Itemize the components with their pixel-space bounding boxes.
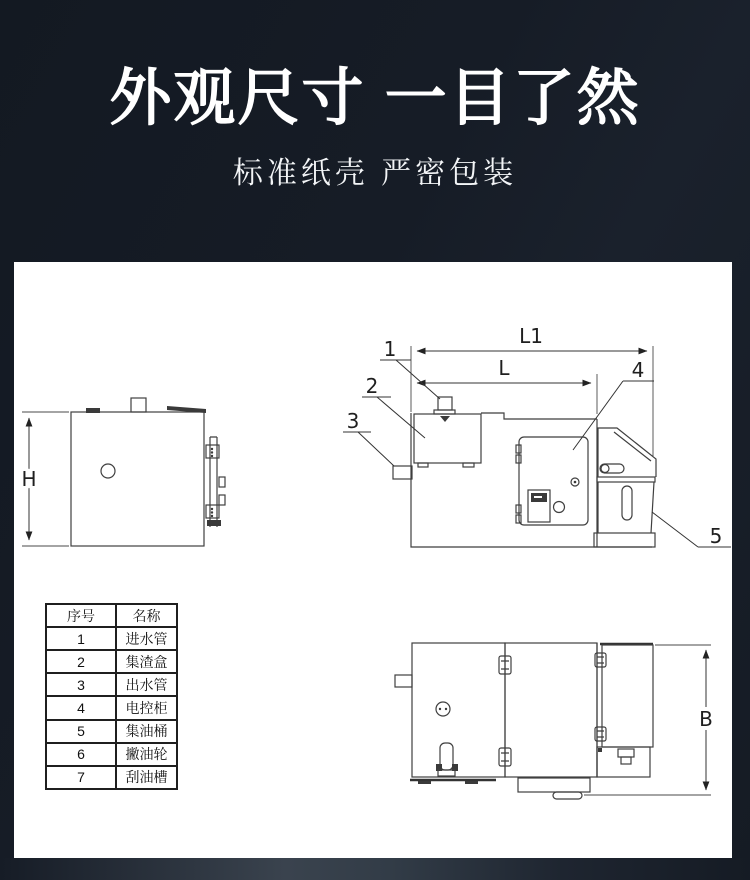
- part-index-cell: 3: [46, 673, 116, 696]
- top-stub: [131, 398, 146, 412]
- part-name-cell: 刮油槽: [116, 766, 177, 789]
- parts-table: [45, 603, 178, 790]
- cabinet-top-view: [602, 645, 653, 747]
- part-name-cell: 进水管: [116, 627, 177, 650]
- top-view-drawing: [395, 643, 713, 799]
- table-row: [46, 766, 177, 789]
- oil-barrel: [598, 482, 654, 533]
- outlet-pipe: [393, 466, 412, 479]
- dimensions-panel: [14, 262, 732, 858]
- bottom-light-strip: [0, 858, 750, 880]
- page-title: 外观尺寸 一目了然: [109, 64, 641, 133]
- part-index-cell: 5: [46, 720, 116, 743]
- part-name-cell: 电控柜: [116, 696, 177, 719]
- part-name-cell: 集油桶: [116, 720, 177, 743]
- table-row: [46, 696, 177, 719]
- callout-5: [652, 512, 731, 548]
- page-subtitle: 标准纸壳 严密包装: [232, 157, 518, 191]
- parts-table-header-name: 名称: [116, 604, 177, 627]
- part-name-cell: 出水管: [116, 673, 177, 696]
- callout-2: [362, 374, 425, 438]
- table-row: [46, 650, 177, 673]
- dim-label-width: B: [699, 707, 713, 731]
- svg-text:2: 2: [365, 374, 379, 398]
- parts-table-header-index: 序号: [46, 604, 116, 627]
- table-row: [46, 627, 177, 650]
- slag-box: [414, 414, 481, 463]
- svg-text:3: 3: [346, 409, 360, 433]
- side-port-circle: [101, 464, 115, 478]
- part-name-cell: 集渣盒: [116, 650, 177, 673]
- dim-label-body-length: L: [498, 356, 510, 380]
- side-pipe-stub: [395, 675, 412, 687]
- side-view-drawing: [21, 398, 225, 546]
- callout-4: [573, 358, 654, 450]
- front-view-drawing: [343, 324, 731, 548]
- table-row: [46, 673, 177, 696]
- top-fitting: [86, 408, 100, 413]
- parts-table-header-row: [46, 604, 177, 627]
- part-name-cell: 撇油轮: [116, 743, 177, 766]
- bottom-tray: [518, 778, 590, 792]
- callout-1: [380, 337, 440, 399]
- callout-3: [343, 409, 394, 466]
- hinge-rail: [210, 437, 217, 527]
- control-cabinet: [519, 437, 588, 525]
- table-row: [46, 720, 177, 743]
- header: [0, 0, 750, 192]
- part-index-cell: 4: [46, 696, 116, 719]
- svg-text:1: 1: [383, 337, 397, 361]
- svg-text:5: 5: [709, 524, 723, 548]
- skimmer-housing: [598, 428, 656, 477]
- tank-top-middle-section: [505, 643, 597, 777]
- svg-text:4: 4: [631, 358, 645, 382]
- tank-top-left-section: [412, 643, 505, 777]
- part-index-cell: 6: [46, 743, 116, 766]
- part-index-cell: 7: [46, 766, 116, 789]
- inlet-pipe: [438, 397, 452, 410]
- dim-label-total-length: L1: [519, 324, 543, 348]
- part-index-cell: 2: [46, 650, 116, 673]
- table-row: [46, 743, 177, 766]
- dim-label-height: H: [21, 467, 37, 491]
- tank-side-outline: [71, 412, 204, 546]
- part-index-cell: 1: [46, 627, 116, 650]
